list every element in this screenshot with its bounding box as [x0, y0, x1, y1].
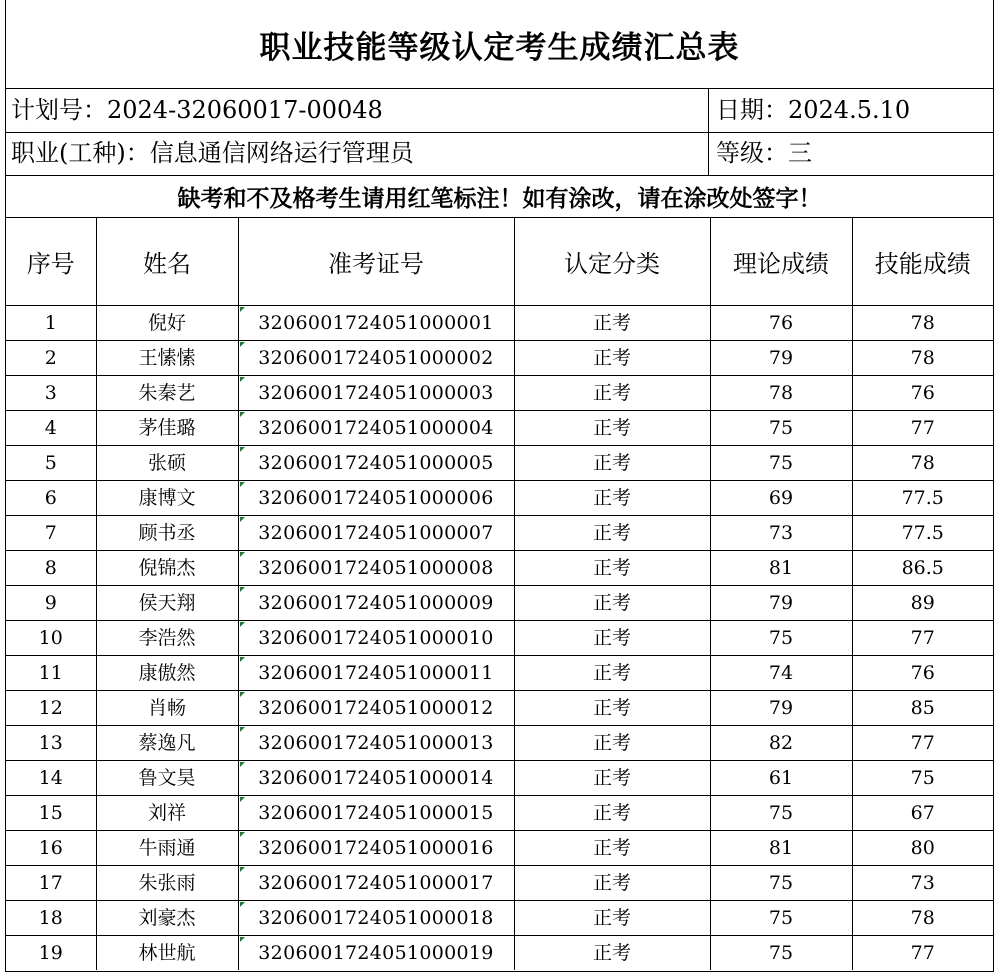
cell-index[interactable]: 7: [6, 516, 96, 551]
cell-skill-score[interactable]: 78: [852, 446, 993, 481]
cell-theory-score[interactable]: 82: [710, 726, 852, 761]
table-header-row: [6, 218, 993, 306]
cell-ticket-number[interactable]: 3206001724051000012: [238, 691, 514, 726]
plan-number-value: 2024-32060017-00048: [107, 96, 383, 124]
cell-theory-score[interactable]: 73: [710, 516, 852, 551]
cell-name[interactable]: 刘豪杰: [96, 901, 238, 936]
cell-ticket-number[interactable]: 3206001724051000009: [238, 586, 514, 621]
cell-category[interactable]: 正考: [514, 866, 710, 901]
notice-banner: 缺考和不及格考生请用红笔标注！如有涂改，请在涂改处签字！: [6, 175, 993, 218]
cell-skill-score[interactable]: 77: [852, 726, 993, 761]
sheet-title: 职业技能等级认定考生成绩汇总表: [6, 0, 993, 89]
column-header-name[interactable]: 姓名: [96, 218, 238, 306]
date-label: 日期：: [716, 96, 788, 124]
plan-date-row: [6, 89, 993, 133]
cell-theory-score[interactable]: 75: [710, 411, 852, 446]
cell-ticket-number[interactable]: 3206001724051000006: [238, 481, 514, 516]
cell-category[interactable]: 正考: [514, 726, 710, 761]
cell-name[interactable]: 朱张雨: [96, 866, 238, 901]
cell-name[interactable]: 顾书丞: [96, 516, 238, 551]
cell-name[interactable]: 张硕: [96, 446, 238, 481]
cell-index[interactable]: 16: [6, 831, 96, 866]
cell-category[interactable]: 正考: [514, 796, 710, 831]
occupation-label: 职业(工种)：: [11, 139, 150, 167]
date-cell[interactable]: [710, 89, 993, 132]
cell-theory-score[interactable]: 69: [710, 481, 852, 516]
cell-ticket-number[interactable]: 3206001724051000014: [238, 761, 514, 796]
cell-category[interactable]: 正考: [514, 341, 710, 376]
cell-ticket-number[interactable]: 3206001724051000007: [238, 516, 514, 551]
cell-name[interactable]: 茅佳璐: [96, 411, 238, 446]
cell-skill-score[interactable]: 67: [852, 796, 993, 831]
column-header-index[interactable]: 序号: [6, 218, 96, 306]
table-row: [6, 341, 993, 376]
cell-category[interactable]: 正考: [514, 656, 710, 691]
cell-ticket-number[interactable]: 3206001724051000005: [238, 446, 514, 481]
cell-theory-score[interactable]: 78: [710, 376, 852, 411]
table-row: [6, 831, 993, 866]
level-cell[interactable]: [710, 132, 993, 175]
cell-category[interactable]: 正考: [514, 411, 710, 446]
cell-ticket-number[interactable]: 3206001724051000015: [238, 796, 514, 831]
cell-ticket-number[interactable]: 3206001724051000010: [238, 621, 514, 656]
cell-theory-score[interactable]: 75: [710, 446, 852, 481]
table-row: [6, 726, 993, 761]
cell-category[interactable]: 正考: [514, 516, 710, 551]
cell-name[interactable]: 林世航: [96, 936, 238, 971]
cell-name[interactable]: 王愫愫: [96, 341, 238, 376]
cell-index[interactable]: 4: [6, 411, 96, 446]
cell-category[interactable]: 正考: [514, 936, 710, 971]
cell-skill-score[interactable]: 73: [852, 866, 993, 901]
cell-name[interactable]: 侯天翔: [96, 586, 238, 621]
cell-index[interactable]: 15: [6, 796, 96, 831]
cell-ticket-number[interactable]: 3206001724051000002: [238, 341, 514, 376]
cell-name[interactable]: 朱秦艺: [96, 376, 238, 411]
cell-name[interactable]: 牛雨通: [96, 831, 238, 866]
cell-skill-score[interactable]: 76: [852, 656, 993, 691]
column-header-skill[interactable]: 技能成绩: [852, 218, 993, 306]
cell-ticket-number[interactable]: 3206001724051000004: [238, 411, 514, 446]
table-row: [6, 691, 993, 726]
cell-theory-score[interactable]: 76: [710, 306, 852, 341]
cell-index[interactable]: 13: [6, 726, 96, 761]
cell-skill-score[interactable]: 77: [852, 411, 993, 446]
cell-ticket-number[interactable]: 3206001724051000001: [238, 306, 514, 341]
cell-index[interactable]: 3: [6, 376, 96, 411]
cell-category[interactable]: 正考: [514, 761, 710, 796]
cell-category[interactable]: 正考: [514, 621, 710, 656]
cell-skill-score[interactable]: 85: [852, 691, 993, 726]
cell-ticket-number[interactable]: 3206001724051000013: [238, 726, 514, 761]
cell-name[interactable]: 倪好: [96, 306, 238, 341]
cell-theory-score[interactable]: 79: [710, 341, 852, 376]
table-row: [6, 656, 993, 691]
cell-category[interactable]: 正考: [514, 306, 710, 341]
cell-name[interactable]: 蔡逸凡: [96, 726, 238, 761]
cell-theory-score[interactable]: 75: [710, 901, 852, 936]
cell-skill-score[interactable]: 78: [852, 306, 993, 341]
cell-skill-score[interactable]: 89: [852, 586, 993, 621]
cell-index[interactable]: 1: [6, 306, 96, 341]
cell-index[interactable]: 18: [6, 901, 96, 936]
cell-theory-score[interactable]: 75: [710, 796, 852, 831]
cell-ticket-number[interactable]: 3206001724051000003: [238, 376, 514, 411]
cell-skill-score[interactable]: 77: [852, 621, 993, 656]
cell-index[interactable]: 2: [6, 341, 96, 376]
table-row: [6, 411, 993, 446]
cell-category[interactable]: 正考: [514, 376, 710, 411]
cell-ticket-number[interactable]: 3206001724051000018: [238, 901, 514, 936]
cell-ticket-number[interactable]: 3206001724051000008: [238, 551, 514, 586]
cell-skill-score[interactable]: 75: [852, 761, 993, 796]
cell-category[interactable]: 正考: [514, 691, 710, 726]
table-row: [6, 306, 993, 341]
occupation-value: 信息通信网络运行管理员: [149, 139, 414, 167]
cell-index[interactable]: 9: [6, 586, 96, 621]
column-header-category[interactable]: 认定分类: [514, 218, 710, 306]
cell-index[interactable]: 6: [6, 481, 96, 516]
cell-category[interactable]: 正考: [514, 551, 710, 586]
cell-theory-score[interactable]: 75: [710, 621, 852, 656]
cell-name[interactable]: 倪锦杰: [96, 551, 238, 586]
cell-index[interactable]: 10: [6, 621, 96, 656]
plan-number-label: 计划号：: [11, 96, 107, 124]
cell-skill-score[interactable]: 76: [852, 376, 993, 411]
cell-ticket-number[interactable]: 3206001724051000017: [238, 866, 514, 901]
cell-skill-score[interactable]: 77.5: [852, 516, 993, 551]
cell-ticket-number[interactable]: 3206001724051000019: [238, 936, 514, 971]
cell-skill-score[interactable]: 78: [852, 341, 993, 376]
column-header-ticket[interactable]: 准考证号: [238, 218, 514, 306]
cell-theory-score[interactable]: 75: [710, 866, 852, 901]
cell-theory-score[interactable]: 81: [710, 551, 852, 586]
cell-name[interactable]: 李浩然: [96, 621, 238, 656]
table-row: [6, 761, 993, 796]
cell-name[interactable]: 刘祥: [96, 796, 238, 831]
cell-skill-score[interactable]: 86.5: [852, 551, 993, 586]
table-row: [6, 446, 993, 481]
cell-skill-score[interactable]: 77: [852, 936, 993, 971]
cell-index[interactable]: 12: [6, 691, 96, 726]
cell-ticket-number[interactable]: 3206001724051000011: [238, 656, 514, 691]
table-row: [6, 621, 993, 656]
cell-category[interactable]: 正考: [514, 586, 710, 621]
cell-skill-score[interactable]: 78: [852, 901, 993, 936]
cell-skill-score[interactable]: 80: [852, 831, 993, 866]
table-row: [6, 516, 993, 551]
cell-theory-score[interactable]: 79: [710, 691, 852, 726]
score-sheet: [5, 0, 994, 972]
column-header-theory[interactable]: 理论成绩: [710, 218, 852, 306]
cell-theory-score[interactable]: 81: [710, 831, 852, 866]
table-row: [6, 866, 993, 901]
cell-skill-score[interactable]: 77.5: [852, 481, 993, 516]
cell-name[interactable]: 康博文: [96, 481, 238, 516]
cell-index[interactable]: 19: [6, 936, 96, 971]
plan-number-cell[interactable]: [6, 89, 709, 132]
cell-index[interactable]: 17: [6, 866, 96, 901]
cell-category[interactable]: 正考: [514, 831, 710, 866]
level-label: 等级：: [716, 139, 788, 167]
cell-theory-score[interactable]: 61: [710, 761, 852, 796]
cell-index[interactable]: 14: [6, 761, 96, 796]
cell-category[interactable]: 正考: [514, 901, 710, 936]
table-row: [6, 551, 993, 586]
table-row: [6, 901, 993, 936]
table-row: [6, 481, 993, 516]
cell-category[interactable]: 正考: [514, 446, 710, 481]
table-row: [6, 586, 993, 621]
level-value: 三: [788, 139, 812, 167]
date-value: 2024.5.10: [788, 96, 911, 124]
score-table: [6, 218, 993, 970]
cell-name[interactable]: 鲁文昊: [96, 761, 238, 796]
occupation-cell[interactable]: [6, 132, 709, 175]
occupation-level-row: [6, 132, 993, 176]
cell-ticket-number[interactable]: 3206001724051000016: [238, 831, 514, 866]
cell-theory-score[interactable]: 74: [710, 656, 852, 691]
cell-index[interactable]: 5: [6, 446, 96, 481]
table-row: [6, 936, 993, 971]
cell-name[interactable]: 肖畅: [96, 691, 238, 726]
cell-theory-score[interactable]: 75: [710, 936, 852, 971]
cell-index[interactable]: 8: [6, 551, 96, 586]
table-row: [6, 376, 993, 411]
cell-category[interactable]: 正考: [514, 481, 710, 516]
table-row: [6, 796, 993, 831]
cell-name[interactable]: 康傲然: [96, 656, 238, 691]
cell-index[interactable]: 11: [6, 656, 96, 691]
cell-theory-score[interactable]: 79: [710, 586, 852, 621]
